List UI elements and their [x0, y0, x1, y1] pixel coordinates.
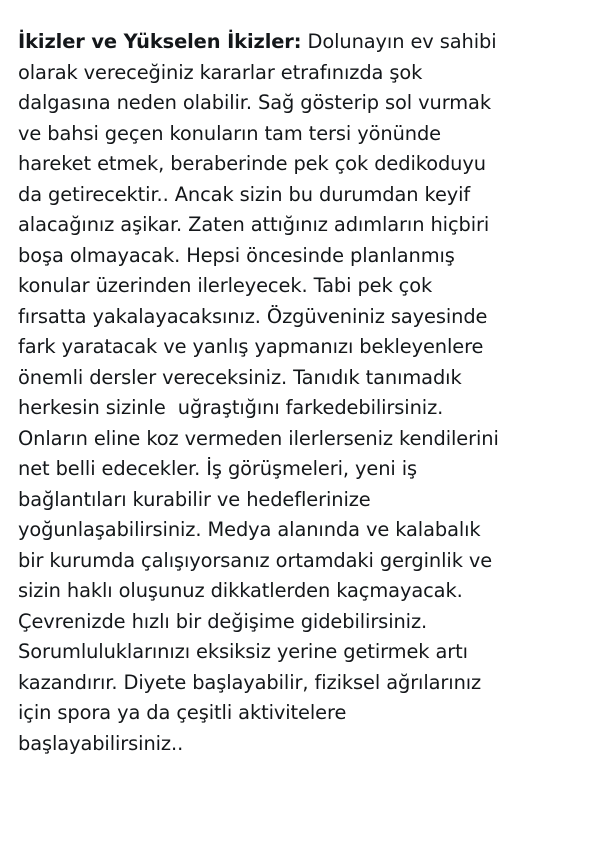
post-line: başlayabilirsiniz..	[18, 731, 184, 755]
post-line: herkesin sizinle uğraştığını farkedebilirsiniz.	[18, 396, 444, 419]
post-line: konular üzerinden ilerleyecek. Tabi pek çok	[18, 274, 433, 297]
post-line: alacağınız aşikar. Zaten attığınız adımların hiçbiri	[18, 213, 490, 236]
post-line: için spora ya da çeşitli aktivitelere	[18, 701, 347, 724]
post-line: yoğunlaşabilirsiniz. Medya alanında ve kalabalık	[18, 518, 481, 541]
post-line: ve bahsi geçen konuların tam tersi yönünde	[18, 121, 441, 145]
post-line: da getirecektir.. Ancak sizin bu durumdan keyif	[18, 182, 471, 206]
post-line: sizin haklı oluşunuz dikkatlerden kaçmayacak.	[18, 579, 463, 602]
post-line: Onların eline koz vermeden ilerlerseniz kendilerini	[18, 426, 499, 450]
post-line: hareket etmek, beraberinde pek çok dedikoduyu	[18, 152, 486, 175]
post-line: kazandırır. Diyete başlayabilir, fiziksel ağrılarınız	[18, 670, 482, 694]
post-line: fırsatta yakalayacaksınız. Özgüveniniz sayesinde	[18, 304, 488, 328]
post-line: Sorumluluklarınızı eksiksiz yerine getirmek artı	[18, 640, 468, 663]
post-text-block	[18, 27, 608, 759]
post-heading: İkizler ve Yükselen İkizler:	[18, 30, 302, 53]
post-line: önemli dersler vereceksiniz. Tanıdık tanımadık	[18, 365, 462, 389]
post-line: fark yaratacak ve yanlış yapmanızı bekleyenlere	[18, 335, 484, 358]
post-line	[18, 27, 608, 58]
post-line: dalgasına neden olabilir. Sağ gösterip sol vurmak	[18, 91, 491, 114]
post-line: bağlantıları kurabilir ve hedeflerinize	[18, 487, 371, 511]
post-line: net belli edecekler. İş görüşmeleri, yeni iş	[18, 457, 418, 480]
post-line-text: Dolunayın ev sahibi	[301, 30, 497, 53]
post-line: bir kurumda çalışıyorsanız ortamdaki gerginlik ve	[18, 548, 493, 572]
post-line: boşa olmayacak. Hepsi öncesinde planlanmış	[18, 243, 455, 267]
post-line: olarak vereceğiniz kararlar etrafınızda şok	[18, 60, 423, 84]
post-line: Çevrenizde hızlı bir değişime gidebilirsiniz.	[18, 609, 428, 633]
